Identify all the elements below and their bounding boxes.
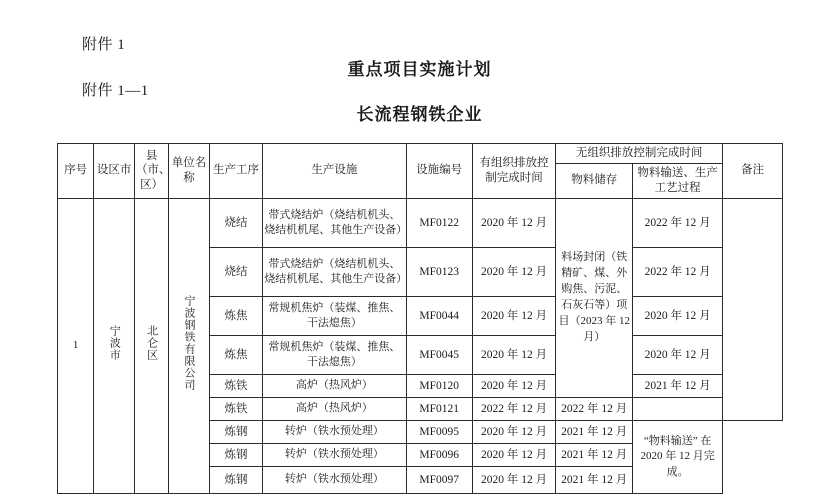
cell-remark-empty xyxy=(723,198,783,420)
cell-process: 烧结 xyxy=(209,247,262,296)
cell-organized-date: 2020 年 12 月 xyxy=(472,198,555,247)
cell-facility-code: MF0097 xyxy=(406,466,472,493)
cell-transport-date: 2022 年 12 月 xyxy=(556,397,633,420)
cell-unit-name-text: 宁波钢铁有限公司 xyxy=(183,295,196,392)
header-city: 设区市 xyxy=(94,144,135,199)
cell-equipment: 常规机焦炉（装煤、推焦、干法熄焦） xyxy=(263,296,406,335)
cell-process: 炼钢 xyxy=(209,420,262,443)
cell-facility-code: MF0045 xyxy=(406,335,472,374)
header-organized-deadline: 有组织排放控制完成时间 xyxy=(472,144,555,199)
cell-city-text: 宁波市 xyxy=(108,325,121,362)
cell-equipment: 带式烧结炉（烧结机机头、烧结机机尾、其他生产设备） xyxy=(263,247,406,296)
attachment-label-1: 附件 1 xyxy=(82,37,126,53)
header-seq: 序号 xyxy=(58,144,94,199)
cell-equipment: 高炉（热风炉） xyxy=(263,374,406,397)
header-material-transport: 物料输送、生产工艺过程 xyxy=(633,163,723,198)
document-subtitle: 长流程钢铁企业 xyxy=(356,105,483,124)
document-title: 重点项目实施计划 xyxy=(347,60,492,79)
header-unorganized-group: 无组织排放控制完成时间 xyxy=(556,144,723,164)
header-material-storage: 物料储存 xyxy=(556,163,633,198)
cell-organized-date: 2020 年 12 月 xyxy=(472,335,555,374)
cell-transport-date: 2022 年 12 月 xyxy=(633,198,723,247)
cell-organized-date: 2020 年 12 月 xyxy=(472,296,555,335)
cell-facility-code: MF0096 xyxy=(406,443,472,466)
cell-equipment: 转炉（铁水预处理） xyxy=(263,466,406,493)
table-row xyxy=(58,198,783,247)
cell-process: 烧结 xyxy=(209,198,262,247)
cell-organized-date: 2020 年 12 月 xyxy=(472,466,555,493)
cell-transport-date: 2020 年 12 月 xyxy=(633,296,723,335)
cell-equipment: 带式烧结炉（烧结机机头、烧结机机尾、其他生产设备） xyxy=(263,198,406,247)
cell-transport-date: 2022 年 12 月 xyxy=(633,247,723,296)
header-process: 生产工序 xyxy=(209,144,262,199)
cell-county xyxy=(134,198,168,493)
cell-transport-date: 2021 年 12 月 xyxy=(556,443,633,466)
cell-transport-date: 2020 年 12 月 xyxy=(633,335,723,374)
cell-facility-code: MF0122 xyxy=(406,198,472,247)
cell-seq: 1 xyxy=(58,198,94,493)
cell-facility-code: MF0121 xyxy=(406,397,472,420)
cell-equipment: 高炉（热风炉） xyxy=(263,397,406,420)
cell-equipment: 转炉（铁水预处理） xyxy=(263,443,406,466)
cell-equipment: 转炉（铁水预处理） xyxy=(263,420,406,443)
header-facility-code: 设施编号 xyxy=(406,144,472,199)
cell-facility-code: MF0120 xyxy=(406,374,472,397)
cell-facility-code: MF0044 xyxy=(406,296,472,335)
cell-process: 炼焦 xyxy=(209,296,262,335)
cell-equipment: 常规机焦炉（装煤、推焦、干法熄焦） xyxy=(263,335,406,374)
implementation-plan-table xyxy=(57,143,783,494)
attachment-label-2: 附件 1—1 xyxy=(82,83,149,99)
header-equipment: 生产设施 xyxy=(263,144,406,199)
cell-process: 炼焦 xyxy=(209,335,262,374)
cell-transport-date: 2021 年 12 月 xyxy=(556,466,633,493)
cell-organized-date: 2020 年 12 月 xyxy=(472,420,555,443)
cell-material-storage: 料场封闭（铁精矿、煤、外购焦、污泥、石灰石等）项目（2023 年 12 月） xyxy=(556,198,633,397)
header-county: 县（市、区） xyxy=(134,144,168,199)
cell-organized-date: 2020 年 12 月 xyxy=(472,374,555,397)
header-unit-name: 单位名称 xyxy=(169,144,210,199)
cell-facility-code: MF0095 xyxy=(406,420,472,443)
cell-transport-date: 2021 年 12 月 xyxy=(633,374,723,397)
cell-process: 炼钢 xyxy=(209,466,262,493)
header-remark: 备注 xyxy=(723,144,783,199)
cell-organized-date: 2020 年 12 月 xyxy=(472,247,555,296)
cell-county-text: 北仑区 xyxy=(145,325,158,362)
cell-organized-date: 2022 年 12 月 xyxy=(472,397,555,420)
cell-process: 炼铁 xyxy=(209,397,262,420)
cell-organized-date: 2020 年 12 月 xyxy=(472,443,555,466)
table-header-row-1 xyxy=(58,144,783,164)
cell-process: 炼铁 xyxy=(209,374,262,397)
cell-remark: “物料输送” 在 2020 年 12 月完成。 xyxy=(633,420,723,493)
cell-process: 炼钢 xyxy=(209,443,262,466)
cell-unit-name xyxy=(169,198,210,493)
cell-transport-date: 2021 年 12 月 xyxy=(556,420,633,443)
cell-city xyxy=(94,198,135,493)
cell-facility-code: MF0123 xyxy=(406,247,472,296)
